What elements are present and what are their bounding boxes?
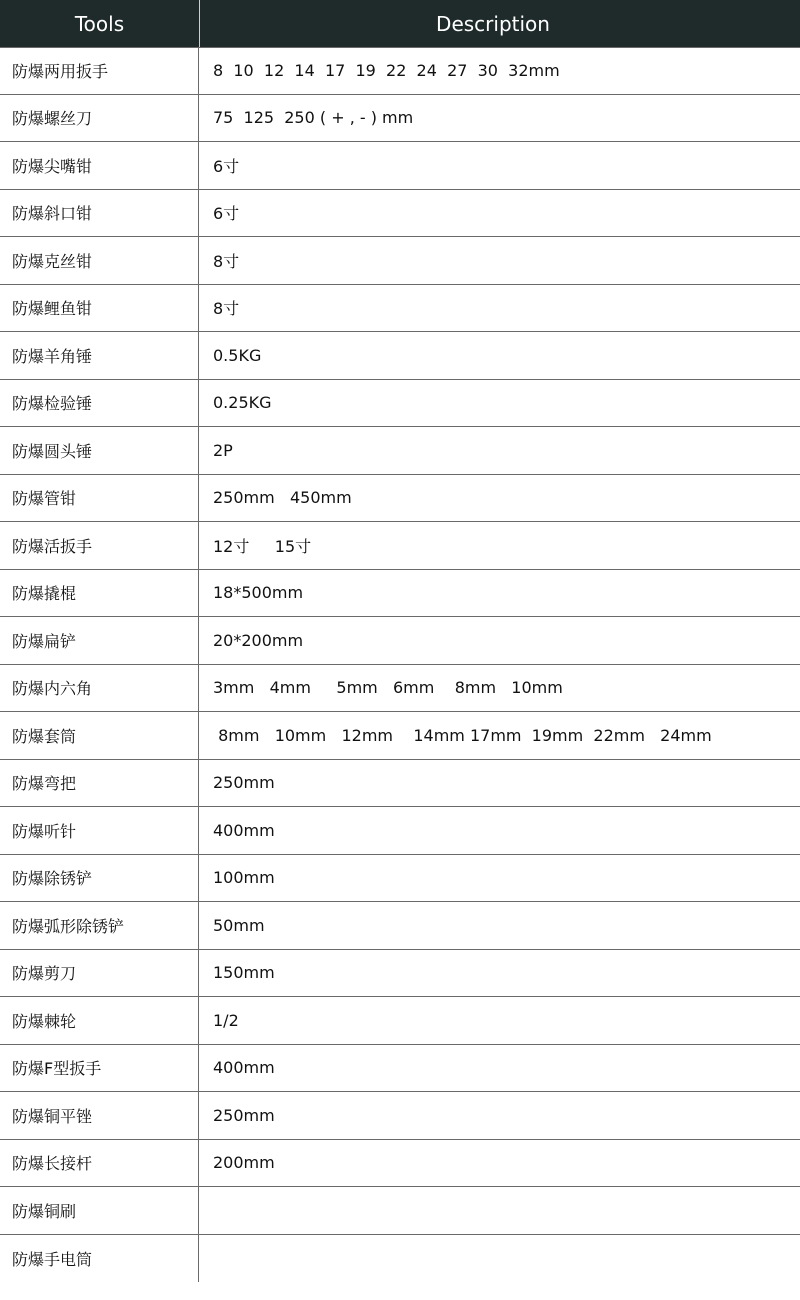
tool-name-cell: 防爆听针 bbox=[0, 807, 199, 854]
tool-description-cell: 8寸 bbox=[213, 299, 240, 319]
tool-name-cell: 防爆剪刀 bbox=[0, 950, 199, 997]
tool-name-cell: 防爆圆头锤 bbox=[0, 427, 199, 474]
tool-name-cell: 防爆扁铲 bbox=[0, 617, 199, 664]
tool-description-cell: 1/2 bbox=[213, 1010, 239, 1030]
table-row bbox=[0, 380, 800, 428]
table-row bbox=[0, 570, 800, 618]
tool-name-cell: 防爆撬棍 bbox=[0, 570, 199, 617]
tool-description-cell: 6寸 bbox=[213, 204, 240, 224]
table-row bbox=[0, 1092, 800, 1140]
tool-name-cell: 防爆弧形除锈铲 bbox=[0, 902, 199, 949]
tool-name-cell: 防爆套筒 bbox=[0, 712, 199, 759]
tool-description-cell: 100mm bbox=[213, 868, 275, 888]
table-row bbox=[0, 1045, 800, 1093]
table-row bbox=[0, 950, 800, 998]
tool-name-cell: 防爆尖嘴钳 bbox=[0, 142, 199, 189]
table-row bbox=[0, 807, 800, 855]
tool-description-cell: 6寸 bbox=[213, 156, 240, 176]
table-row bbox=[0, 142, 800, 190]
tool-description-cell: 0.5KG bbox=[213, 345, 262, 365]
tool-name-cell: 防爆活扳手 bbox=[0, 522, 199, 569]
tool-description-cell: 50mm bbox=[213, 915, 265, 935]
table-row bbox=[0, 997, 800, 1045]
tool-description-cell: 400mm bbox=[213, 1058, 275, 1078]
table-row bbox=[0, 712, 800, 760]
tool-description-cell: 250mm bbox=[213, 773, 275, 793]
tool-name-cell: 防爆手电筒 bbox=[0, 1235, 199, 1283]
tool-description-cell: 0.25KG bbox=[213, 393, 272, 413]
tool-name-cell: 防爆羊角锤 bbox=[0, 332, 199, 379]
table-row bbox=[0, 617, 800, 665]
tools-column-header: Tools bbox=[0, 0, 200, 47]
table-row bbox=[0, 285, 800, 333]
table-row bbox=[0, 760, 800, 808]
tool-name-cell: 防爆克丝钳 bbox=[0, 237, 199, 284]
table-row bbox=[0, 1235, 800, 1283]
tool-name-cell: 防爆棘轮 bbox=[0, 997, 199, 1044]
tool-description-cell: 400mm bbox=[213, 820, 275, 840]
table-row bbox=[0, 190, 800, 238]
tool-description-cell: 75 125 250 ( + , - ) mm bbox=[213, 108, 414, 128]
tool-name-cell: 防爆铜刷 bbox=[0, 1187, 199, 1234]
table-row bbox=[0, 427, 800, 475]
tool-description-cell bbox=[199, 1187, 800, 1234]
table-row bbox=[0, 902, 800, 950]
tool-name-cell: 防爆管钳 bbox=[0, 475, 199, 522]
table-row bbox=[0, 1140, 800, 1188]
table-body bbox=[0, 47, 800, 1282]
description-column-header: Description bbox=[436, 11, 550, 36]
tool-description-cell: 250mm bbox=[213, 1105, 275, 1125]
tool-name-cell: 防爆F型扳手 bbox=[0, 1045, 199, 1092]
table-row bbox=[0, 855, 800, 903]
tool-name-cell: 防爆螺丝刀 bbox=[0, 95, 199, 142]
table-row bbox=[0, 95, 800, 143]
tool-description-cell: 12寸 15寸 bbox=[213, 536, 312, 556]
tool-name-cell: 防爆弯把 bbox=[0, 760, 199, 807]
tool-description-cell: 8mm 10mm 12mm 14mm 17mm 19mm 22mm 24mm bbox=[213, 725, 712, 745]
tool-name-cell: 防爆铜平锉 bbox=[0, 1092, 199, 1139]
table-row bbox=[0, 47, 800, 95]
tool-description-cell: 3mm 4mm 5mm 6mm 8mm 10mm bbox=[213, 678, 563, 698]
tool-name-cell: 防爆斜口钳 bbox=[0, 190, 199, 237]
tool-description-cell bbox=[199, 1235, 800, 1283]
tool-name-cell: 防爆长接杆 bbox=[0, 1140, 199, 1187]
tool-description-cell: 8寸 bbox=[213, 251, 240, 271]
tool-description-cell: 250mm 450mm bbox=[213, 488, 352, 508]
tool-name-cell: 防爆除锈铲 bbox=[0, 855, 199, 902]
table-row bbox=[0, 1187, 800, 1235]
table-row bbox=[0, 332, 800, 380]
tool-description-cell: 2P bbox=[213, 440, 233, 460]
tool-name-cell: 防爆两用扳手 bbox=[0, 48, 199, 94]
tool-name-cell: 防爆检验锤 bbox=[0, 380, 199, 427]
tool-description-cell: 20*200mm bbox=[213, 630, 304, 650]
table-row bbox=[0, 475, 800, 523]
table-row bbox=[0, 522, 800, 570]
table-header bbox=[0, 0, 800, 47]
tool-description-cell: 150mm bbox=[213, 963, 275, 983]
tool-name-cell: 防爆鲤鱼钳 bbox=[0, 285, 199, 332]
table-row bbox=[0, 665, 800, 713]
tool-description-cell: 8 10 12 14 17 19 22 24 27 30 32mm bbox=[213, 61, 560, 81]
tool-description-cell: 18*500mm bbox=[213, 583, 304, 603]
table-row bbox=[0, 237, 800, 285]
tool-description-cell: 200mm bbox=[213, 1153, 275, 1173]
tool-name-cell: 防爆内六角 bbox=[0, 665, 199, 712]
